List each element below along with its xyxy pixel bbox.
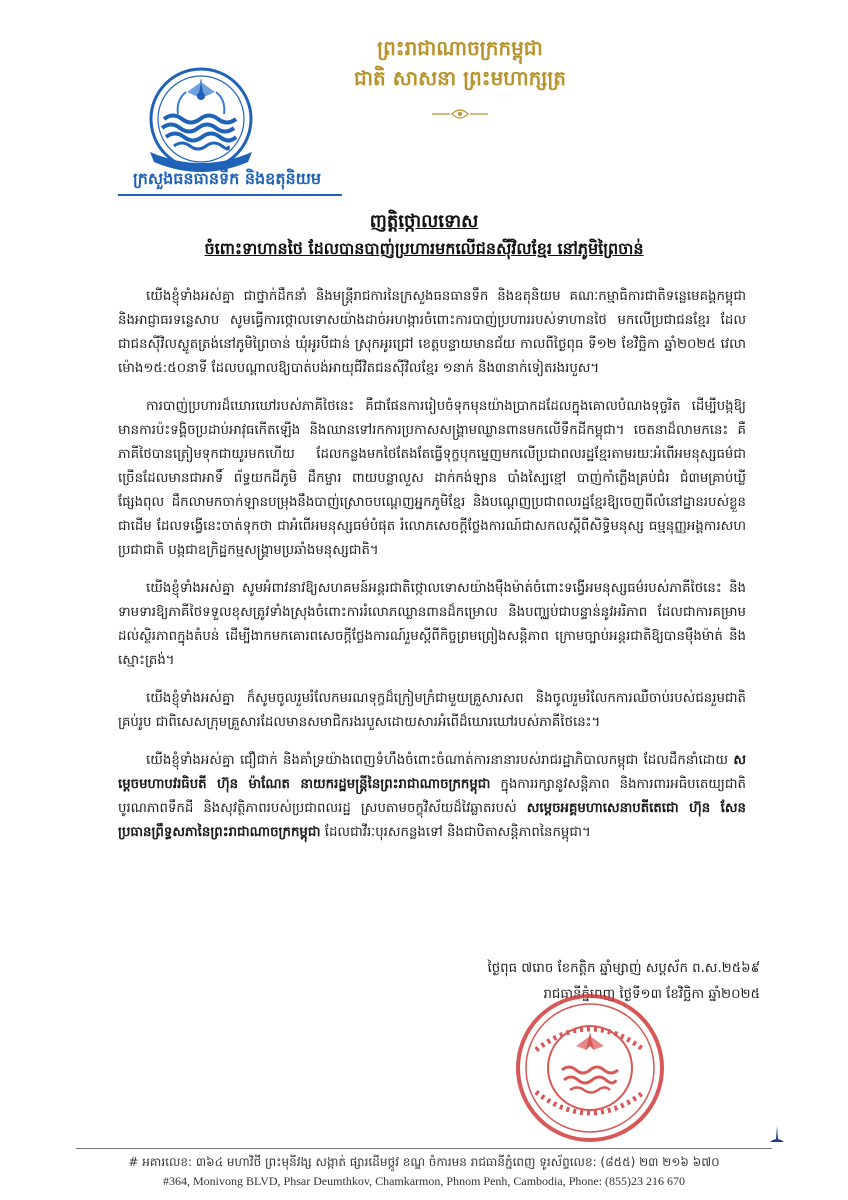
senate-president-name: សម្តេចអគ្គមហាសេនាបតីតេជោ ហ៊ុន សែន ប្រធានព្រឹទ្ធសភានៃព្រះរាជាណាចក្រកម្ពុជា: [118, 801, 746, 840]
address-english: #364, Monivong BLVD, Phsar Deumthkov, Chamkarmon, Phnom Penh, Cambodia, Phone: (855)23 216 670: [162, 1174, 686, 1188]
kingdom-line-2: ជាតិ សាសនា ព្រះមហាក្សត្រ: [354, 66, 566, 90]
lunar-date: ថ្ងៃពុធ ៧រោច ខែកត្តិក ឆ្នាំម្សាញ់ សប្តស័ក ព.ស.២៥៦៩: [487, 961, 760, 976]
title-line-2: ចំពោះទាហានថៃ ដែលបានបាញ់ប្រហារមកលើជនស៊ីវិលខ្មែរ នៅភូមិព្រៃចាន់: [204, 239, 644, 258]
ink-mark-icon: [766, 1124, 788, 1144]
paragraph-5-middle: ក្នុងការរក្សានូវសន្តិភាព និងការពារអធិបតេយ្យជាតិ បូរណភាពទឹកដី និងសុវត្ថិភាពរបស់ប្រជាពលរដ្ឋ ស្របតាមចក្ខុវិស័យដ៏វៃឆ្លាតរបស់: [118, 777, 746, 816]
paragraph-4: យើងខ្ញុំទាំងអស់គ្នា ក៏សូមចូលរួមរំលែកមរណទុក្ខដ៏ក្រៀមក្រំជាមួយគ្រួសារសព និងចូលរួមរំលែកការឈឺចាប់របស់ជនរួមជាតិគ្រប់រូប ជាពិសេសក្រុមគ្រួសារដែលមានសមាជិករងរបួសដោយសារអំពើដ៏ឃោរឃៅរបស់ភាគីថៃនេះ។: [118, 691, 746, 730]
address-khmer: # អគារលេខ: ៣៦៤ មហាវិថី ព្រះមុនីវង្ស សង្កាត់ ផ្សារដើមថ្កូវ ខណ្ឌ ចំការមន រាជធានីភ្នំពេញ ទូរស័ព្ទលេខ: (៨៥៥) ២៣ ២១៦ ៦៧០: [128, 1155, 720, 1169]
document-body: [118, 285, 746, 859]
paragraph-3: យើងខ្ញុំទាំងអស់គ្នា សូមអំពាវនាវឱ្យសហគមន៍អន្តរជាតិថ្កោលទោសយ៉ាងម៉ឺងម៉ាត់ចំពោះទង្វើអមនុស្សធម៌របស់ភាគីថៃនេះ និងទាមទារឱ្យភាគីថៃទទួលខុសត្រូវទាំងស្រុងចំពោះការរំលោភឈ្លានពានដ៏កម្រោល និងបញ្ឈប់ជាបន្ទាន់នូវអរិភាព ដែលជាការគម្រាមដល់ស្ថិរភាពក្នុងតំបន់ ដើម្បីងាកមកគោរពសេចក្តីថ្លែងការណ៍រួមស្តីពីកិច្ចព្រមព្រៀងសន្តិភាព ក្រោមច្បាប់អន្តរជាតិឱ្យបានម៉ឺងម៉ាត់ និងស្មោះត្រង់។: [118, 581, 746, 668]
ministry-name: ក្រសួងធនធានទឹក និងឧតុនិយម: [132, 169, 322, 188]
title-line-1: ញត្តិថ្កោលទោស: [369, 211, 479, 232]
tacteng-ornament-icon: [430, 108, 490, 120]
footer-divider: [76, 1148, 772, 1149]
paragraph-2: ការបាញ់ប្រហារដ៏ឃោរឃៅរបស់ភាគីថៃនេះ គឺជាផែនការរៀបចំទុកមុនយ៉ាងប្រាកដដែលក្នុងគោលបំណងទុច្ចរិត ដើម្បីបង្កឱ្យមានការប៉ះទង្គិចប្រដាប់អាវុធកើតឡើង និងឈានទៅរកការប្រកាសសង្គ្រាមឈ្លានពានមកលើទឹកដីកម្ពុជា។ ចេតនាដ៏លាមកនេះ គឺភាគីថៃបានត្រៀមទុកជាយូរមកហើយ ដែលកន្លងមកថៃតែងតែធ្វើទុក្ខបុកម្នេញមកលើប្រជាពលរដ្ឋខ្មែរតាមរយៈអំពើអមនុស្សធម៌ជាច្រើនដែលមានជាអាទិ៍ ព័ទ្ធយកដីភូមិ ដឹកម្ចារ ពាយបន្លាលួស ដាក់កង់ឡាន បាំងស្បៃខ្មៅ បាញ់កាំភ្លើងគ្រប់ជំរ ជំ៣មគ្រាប់ឃ្លី ផ្សែងពុល ដឹកលាមកចាក់ឡានបម្រុងនឹងបាញ់ស្រោចបណ្តេញអ្នកភូមិខ្មែរ និងបណ្តេញប្រជាពលរដ្ឋខ្មែរឱ្យចេញពីលំនៅដ្ឋានរបស់ខ្លួនជាដើម ដែលទង្វើនេះចាត់ទុកថា ជាអំពើអមនុស្សធម៌បំផុត រំលោភសេចក្តីថ្លែងការណ៍ជាសកលស្តីពីសិទ្ធិមនុស្ស ធម្មនុញ្ញអង្គការសហប្រជាជាតិ បង្កជាឧក្រិដ្ឋកម្មសង្គ្រាមប្រឆាំងមនុស្សជាតិ។: [118, 399, 746, 558]
official-red-seal-icon: [506, 988, 674, 1144]
footer-address: [60, 1152, 788, 1190]
paragraph-1: យើងខ្ញុំទាំងអស់គ្នា ជាថ្នាក់ដឹកនាំ និងមន្ត្រីរាជការនៃក្រសួងធនធានទឹក និងឧតុនិយម គណៈកម្មាធិការជាតិទន្លេមេគង្គកម្ពុជា និងអាជ្ញាធរទន្លេសាប សូមធ្វើការថ្កោលទោសយ៉ាងដាច់អហង្ការចំពោះការបាញ់ប្រហាររបស់ទាហានថៃ មកលើប្រជាជនខ្មែរ ដែលជាជនស៊ីវិលស្លូតត្រង់នៅភូមិព្រៃចាន់ ឃុំអូរបីជាន់ ស្រុកអូរជ្រៅ ខេត្តបន្ទាយមានជ័យ កាលពីថ្ងៃពុធ ទី១២ ខែវិច្ឆិកា ឆ្នាំ២០២៥ វេលាម៉ោង១៥:៥០នាទី ដែលបណ្តាលឱ្យបាត់បង់អាយុជីវិតជនស៊ីវិលខ្មែរ ១នាក់ និង៣នាក់ទៀតរងរបួស។: [118, 289, 746, 376]
kingdom-line-1: ព្រះរាជាណាចក្រកម្ពុជា: [377, 36, 543, 60]
paragraph-5: [118, 749, 746, 845]
pm-name: សម្តេចមហាបវរធិបតី ហ៊ុន ម៉ាណែត នាយករដ្ឋមន្ត្រីនៃព្រះរាជាណាចក្រកម្ពុជា: [118, 753, 746, 792]
place-date: រាជធានីភ្នំពេញ ថ្ងៃទី១៣ ខែវិច្ឆិកា ឆ្នាំ២០២៥: [543, 987, 760, 1002]
paragraph-5-end: ដែលជាវីរៈបុរសកន្លងទៅ និងជាបិតាសន្តិភាពនៃកម្ពុជា។: [320, 825, 591, 840]
paragraph-5-intro: យើងខ្ញុំទាំងអស់គ្នា ជឿជាក់ និងគាំទ្រយ៉ាងពេញទំហឹងចំពោះចំណាត់ការនានារបស់រាជរដ្ឋាភិបាលកម្ពុជា ដែលដឹកនាំដោយ: [146, 753, 734, 768]
ministry-name-underline: [118, 194, 342, 196]
document-title: [100, 208, 748, 262]
kingdom-motto: [315, 34, 605, 92]
